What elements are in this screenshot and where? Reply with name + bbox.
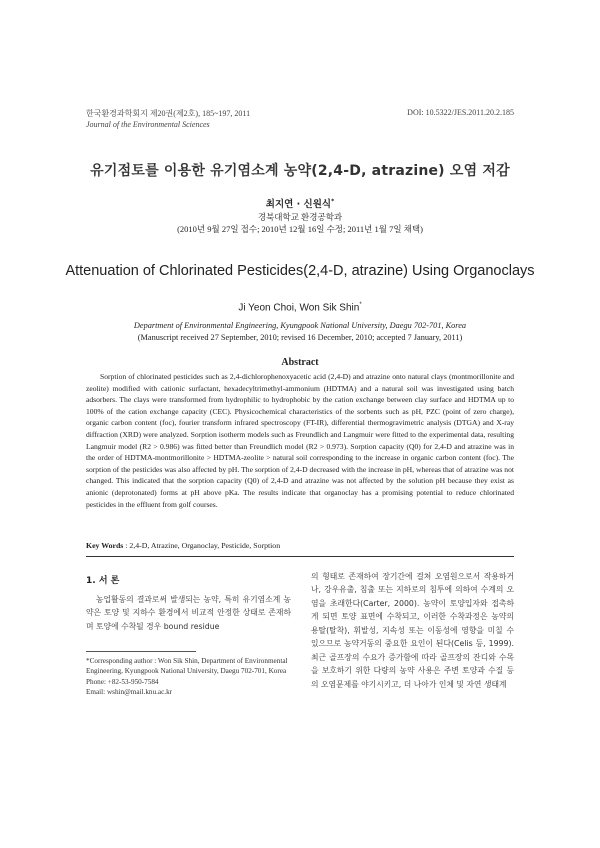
footnote-divider <box>86 651 196 652</box>
footnote-author: *Corresponding author : Won Sik Shin, Department of Environmental Engineering, Kyungpook National University, Daegu 702-701, Korea <box>86 657 288 676</box>
section-heading: 1. 서 론 <box>86 576 120 586</box>
korean-authors <box>0 196 600 210</box>
divider <box>86 556 514 557</box>
footnote-phone: Phone: +82-53-950-7584 <box>86 677 159 686</box>
korean-affiliation: 경북대학교 환경공학과 <box>257 212 343 222</box>
journal-name-english: Journal of the Environmental Sciences <box>86 120 210 129</box>
footnote-email: Email: wshin@mail.knu.ac.kr <box>86 688 173 697</box>
corresponding-mark: * <box>331 197 335 205</box>
abstract-heading: Abstract <box>281 357 319 368</box>
doi: DOI: 10.5322/JES.2011.20.2.185 <box>407 108 514 117</box>
journal-name-korean: 한국환경과학회지 제20권(제2호), 185~197, 2011 <box>86 109 251 118</box>
journal-header <box>86 108 250 130</box>
english-title: Attenuation of Chlorinated Pesticides(2,4-D, atrazine) Using Organoclays <box>65 263 535 279</box>
english-affiliation: Department of Environmental Engineering, Kyungpook National University, Daegu 702-701, Korea <box>133 321 467 330</box>
left-column-text: 농업활동의 결과로써 발생되는 농약, 특히 유기염소계 농약은 토양 및 지하수 환경에서 비교적 안정한 상태로 존재하며 토양에 수착될 경우 bound residue <box>86 595 291 631</box>
keywords-label: Key Words <box>86 541 124 550</box>
keywords <box>86 541 280 550</box>
english-author-names: Ji Yeon Choi, Won Sik Shin <box>238 302 360 314</box>
corresponding-mark: * <box>359 302 362 308</box>
korean-dates: (2010년 9월 27일 접수; 2010년 12월 16일 수정; 2011년 1월 7일 채택) <box>177 224 423 234</box>
keywords-values: : 2,4-D, Atrazine, Organoclay, Pesticide, Sorption <box>125 541 281 550</box>
right-column-text: 의 형태로 존재하여 장기간에 걸쳐 오염원으로서 작용하거나, 강우유출, 침출 또는 지하로의 침투에 의하여 수계의 오염을 초래한다(Carter, 2000). 농약이 토양입자와 접촉하게 되면 토양 표면에 수착되고, 이러한 수착과정은 농약의 용탈(탈착), 휘발성, 지속성 또는 이동성에 영향을 미칠 수 있으므로 농약거동의 중요한 요인이 된다(Celis 등, 1999). 최근 골프장의 수요가 증가함에 따라 골프장의 잔디와 수목을 보호하기 위한 다량의 농약 사용은 주변 토양과 수질 등의 오염문제를 야기시키고, 더 나아가 인체 및 자연 생태계 <box>311 572 514 689</box>
english-authors <box>0 302 600 313</box>
korean-author-names: 최지연 · 신원식 <box>265 199 332 210</box>
footnote <box>86 656 292 698</box>
english-dates: (Manuscript received 27 September, 2010; revised 16 December, 2010; accepted 7 January, 2011) <box>137 333 463 342</box>
abstract-body: Sorption of chlorinated pesticides such as 2,4-dichlorophenoxyacetic acid (2,4-D) and atrazine onto natural clays (montmorillonite and zeolite) modified with cationic surfactant, hexadecyltrimethyl-ammonium (HDTMA) and a natural soil was investigated using batch adsorbers. The clays were transformed from hydrophilic to hydrophobic by the cation exchange between clay surface and HDTMA up to 100% of the cation exchange capacity (CEC). Physicochemical characteristics of the sorbents such as pH, PZC (point of zero charge), organic carbon content (foc), fourier transform infrared spectroscopy (FT-IR), differential thermogravimetric analysis (DTGA) and X-ray diffraction (XRD) were analyzed. Sorption isotherm models such as Freundlich and Langmuir were fitted to the experimental data, resulting Langmuir model (R2 > 0.986) was fitted better than Freundlich model (R2 > 0.973). Sorption capacity (Q0) for 2,4-D and atrazine was in the order of HDTMA-montmorillonite > HDTMA-zeolite > natural soil corresponding to the increase in organic carbon content (foc). The sorption of the pesticides was also affected by pH. The sorption of 2,4-D decreased with the increase in pH, whereas that of atrazine was not changed. This indicated that the sorption capacity (Q0) of 2,4-D and atrazine was not affected by the solution pH because they exist as anionic (deprotonated) forms at pH above pKa. The results indicate that organoclay has a promising potential to reduce chlorinated pesticides in the effluent from golf courses. <box>86 372 514 509</box>
korean-title: 유기점토를 이용한 유기염소계 농약(2,4-D, atrazine) 오염 저감 <box>90 163 510 179</box>
